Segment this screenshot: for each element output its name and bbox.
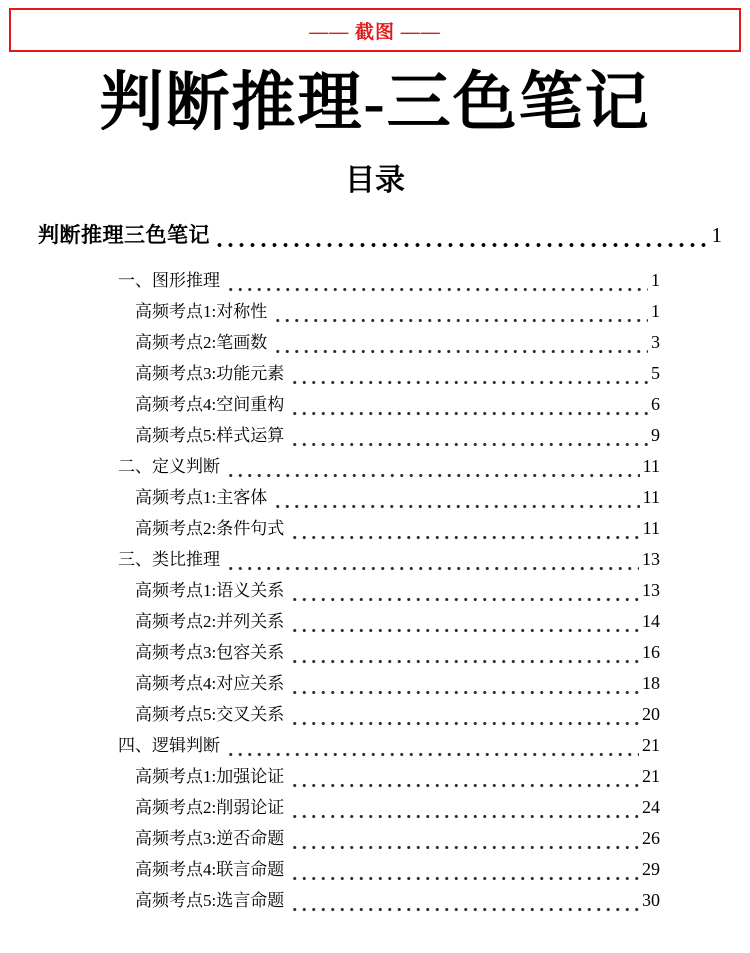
toc-entry-label: 高频考点2:条件句式 xyxy=(135,518,285,538)
dot-leader xyxy=(273,348,648,355)
toc-entry-page: 21 xyxy=(642,765,660,786)
toc-entry-label: 高频考点2:笔画数 xyxy=(135,332,268,352)
toc-entry[interactable] xyxy=(135,855,660,886)
toc-entry-label: 高频考点5:样式运算 xyxy=(135,425,285,445)
toc-entry-label: 高频考点2:并列关系 xyxy=(135,611,285,631)
toc-root-label: 判断推理三色笔记 xyxy=(38,223,210,247)
dot-leader xyxy=(290,782,639,789)
toc-entry-label: 高频考点4:对应关系 xyxy=(135,673,285,693)
dot-leader xyxy=(290,534,639,541)
toc-entry-label: 高频考点2:削弱论证 xyxy=(135,797,285,817)
dot-leader xyxy=(226,472,640,479)
toc-entry[interactable] xyxy=(135,483,660,514)
document-title: 判断推理-三色笔记 xyxy=(99,67,651,138)
toc-entry[interactable] xyxy=(135,793,660,824)
dot-leader xyxy=(214,241,708,249)
toc-entries xyxy=(38,266,722,917)
toc-entry-page: 1 xyxy=(651,269,660,290)
dot-leader xyxy=(290,596,639,603)
toc-entry-page: 6 xyxy=(651,393,660,414)
dot-leader xyxy=(290,844,639,851)
toc-entry[interactable] xyxy=(118,266,660,297)
toc-entry-label: 高频考点5:交叉关系 xyxy=(135,704,285,724)
toc-entry[interactable] xyxy=(135,328,660,359)
toc-entry-label: 高频考点4:联言命题 xyxy=(135,859,285,879)
toc-entry-page: 3 xyxy=(651,331,660,352)
dot-leader xyxy=(290,720,639,727)
table-of-contents xyxy=(38,219,722,917)
toc-entry-page: 24 xyxy=(642,796,660,817)
dot-leader xyxy=(273,503,639,510)
dot-leader xyxy=(290,689,639,696)
toc-entry[interactable] xyxy=(135,886,660,917)
dot-leader xyxy=(290,813,639,820)
toc-entry[interactable] xyxy=(135,421,660,452)
toc-entry-page: 5 xyxy=(651,362,660,383)
toc-entry[interactable] xyxy=(135,762,660,793)
dot-leader xyxy=(226,565,639,572)
toc-entry-label: 高频考点1:对称性 xyxy=(135,301,268,321)
dot-leader xyxy=(290,658,639,665)
toc-entry[interactable] xyxy=(135,824,660,855)
toc-entry-page: 16 xyxy=(642,641,660,662)
toc-entry-page: 11 xyxy=(642,486,660,507)
toc-entry-label: 高频考点5:选言命题 xyxy=(135,890,285,910)
toc-entry-page: 18 xyxy=(642,672,660,693)
toc-entry-label: 高频考点1:语义关系 xyxy=(135,580,285,600)
toc-entry-label: 高频考点3:包容关系 xyxy=(135,642,285,662)
dot-leader xyxy=(290,627,639,634)
toc-entry[interactable] xyxy=(118,731,660,762)
dot-leader xyxy=(290,379,648,386)
toc-entry[interactable] xyxy=(135,700,660,731)
toc-entry-page: 11 xyxy=(642,517,660,538)
banner-label: —— 截图 —— xyxy=(309,21,441,43)
toc-entry-page: 1 xyxy=(651,300,660,321)
toc-entry[interactable] xyxy=(135,514,660,545)
toc-entry-page: 21 xyxy=(642,734,660,755)
toc-root-page: 1 xyxy=(711,222,722,247)
toc-entry-label: 一、图形推理 xyxy=(118,270,220,290)
toc-entry[interactable] xyxy=(135,607,660,638)
toc-entry-label: 高频考点3:逆否命题 xyxy=(135,828,285,848)
toc-entry-page: 13 xyxy=(642,579,660,600)
toc-entry[interactable] xyxy=(135,297,660,328)
toc-entry-label: 四、逻辑判断 xyxy=(118,735,220,755)
dot-leader xyxy=(290,441,648,448)
dot-leader xyxy=(290,875,639,882)
toc-heading: 目录 xyxy=(345,163,405,197)
screenshot-banner xyxy=(9,8,741,52)
toc-entry-page: 20 xyxy=(642,703,660,724)
toc-entry-page: 11 xyxy=(642,455,660,476)
toc-entry-page: 9 xyxy=(651,424,660,445)
toc-entry-page: 13 xyxy=(642,548,660,569)
toc-entry-page: 26 xyxy=(642,827,660,848)
dot-leader xyxy=(226,286,648,293)
toc-root-entry[interactable] xyxy=(38,219,722,253)
dot-leader xyxy=(290,906,639,913)
toc-entry[interactable] xyxy=(135,359,660,390)
toc-entry-label: 高频考点3:功能元素 xyxy=(135,363,285,383)
toc-entry-page: 30 xyxy=(642,889,660,910)
toc-entry-label: 高频考点4:空间重构 xyxy=(135,394,285,414)
toc-entry[interactable] xyxy=(118,545,660,576)
toc-entry[interactable] xyxy=(135,638,660,669)
toc-entry[interactable] xyxy=(135,390,660,421)
toc-entry-label: 二、定义判断 xyxy=(118,456,220,476)
toc-entry[interactable] xyxy=(118,452,660,483)
toc-entry[interactable] xyxy=(135,669,660,700)
dot-leader xyxy=(273,317,648,324)
toc-entry-page: 29 xyxy=(642,858,660,879)
toc-entry[interactable] xyxy=(135,576,660,607)
toc-entry-label: 高频考点1:加强论证 xyxy=(135,766,285,786)
toc-entry-page: 14 xyxy=(642,610,660,631)
dot-leader xyxy=(226,751,639,758)
toc-entry-label: 三、类比推理 xyxy=(118,549,220,569)
toc-entry-label: 高频考点1:主客体 xyxy=(135,487,268,507)
dot-leader xyxy=(290,410,648,417)
